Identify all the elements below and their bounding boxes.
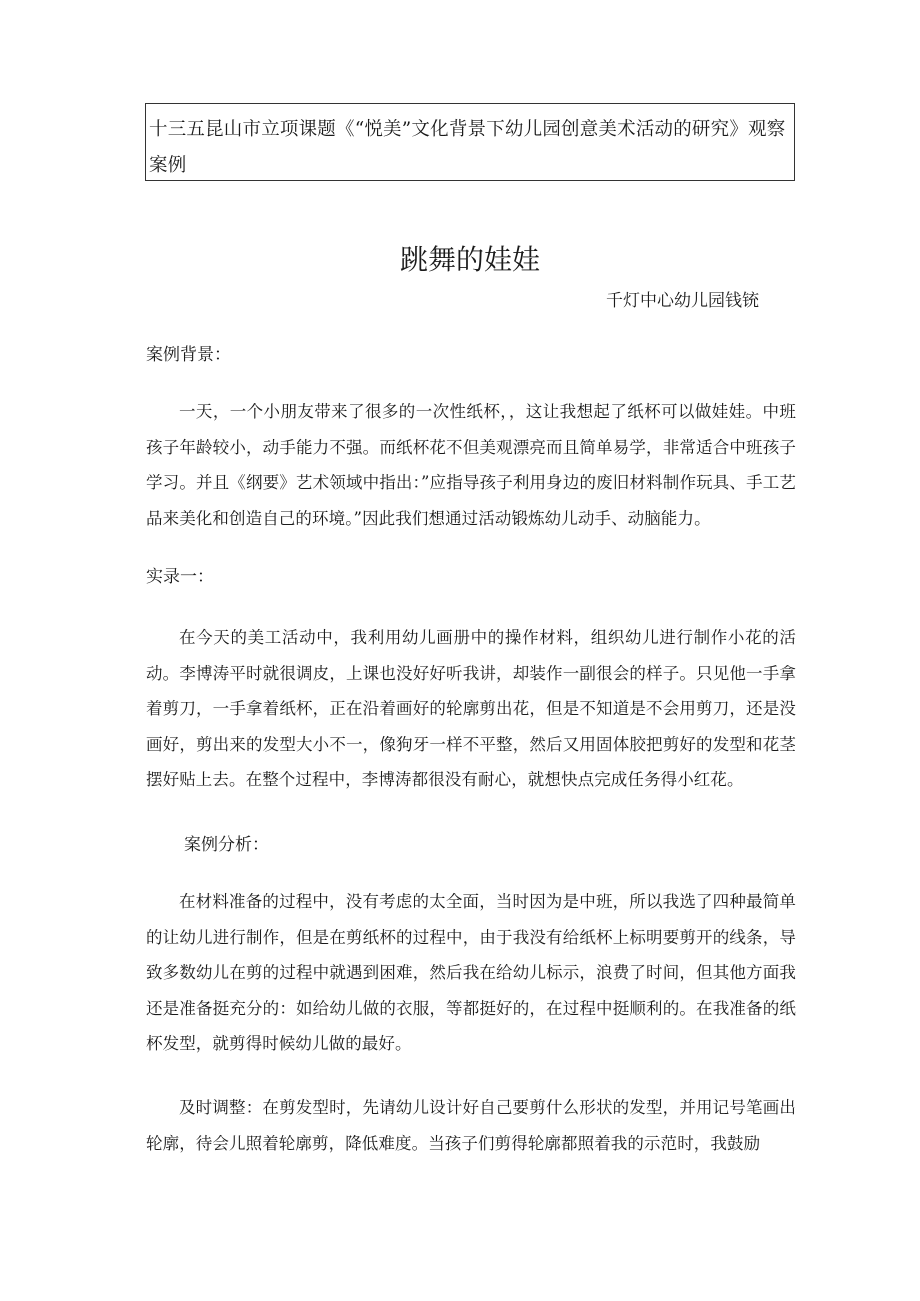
analysis-label: 案例分析： bbox=[184, 835, 269, 855]
document-title: 跳舞的娃娃 bbox=[399, 243, 540, 276]
record-paragraph: 在今天的美工活动中，我利用幼儿画册中的操作材料，组织幼儿进行制作小花的活动。李博涛平时就很调皮，上课也没好好听我讲，却装作一副很会的样子。只见他一手拿着剪刀，一手拿着纸杯，正在沿着画好的轮廓剪出花，但是不知道是不会用剪刀，还是没画好，剪出来的发型大小不一，像狗牙一样不平整，然后又用固体胶把剪好的发型和花茎摆好贴上去。在整个过程中，李博涛都很没有耐心，就想快点完成任务得小红花。 bbox=[146, 628, 796, 789]
author: 千灯中心幼儿园钱铳 bbox=[606, 291, 759, 311]
analysis-paragraph: 在材料准备的过程中，没有考虑的太全面，当时因为是中班，所以我选了四种最简单的让幼儿进行制作，但是在剪纸杯的过程中，由于我没有给纸杯上标明要剪开的线条，导致多数幼儿在剪的过程中就遇到困难，然后我在给幼儿标示，浪费了时间，但其他方面我还是准备挺充分的：如给幼儿做的衣服，等都挺好的，在过程中挺顺利的。在我准备的纸杯发型，就剪得时候幼儿做的最好。 bbox=[146, 892, 796, 1053]
background-paragraph: 一天，一个小朋友带来了很多的一次性纸杯，，这让我想起了纸杯可以做娃娃。中班孩子年龄较小，动手能力不强。而纸杯花不但美观漂亮而且简单易学，非常适合中班孩子学习。并且《纲要》艺术领域中指出：”应指导孩子利用身边的废旧材料制作玩具、手工艺品来美化和创造自己的环境。”因此我们想通过活动锻炼幼儿动手、动脑能力。 bbox=[146, 402, 796, 528]
background-label: 案例背景： bbox=[146, 345, 231, 365]
record-label: 实录一： bbox=[146, 567, 214, 587]
header-title: 十三五昆山市立项课题《“悦美”文化背景下幼儿园创意美术活动的研究》观察案例 bbox=[149, 119, 786, 176]
adjustment-paragraph: 及时调整：在剪发型时，先请幼儿设计好自己要剪什么形状的发型，并用记号笔画出轮廓，待会儿照着轮廓剪，降低难度。当孩子们剪得轮廓都照着我的示范时，我鼓励 bbox=[146, 1098, 796, 1153]
